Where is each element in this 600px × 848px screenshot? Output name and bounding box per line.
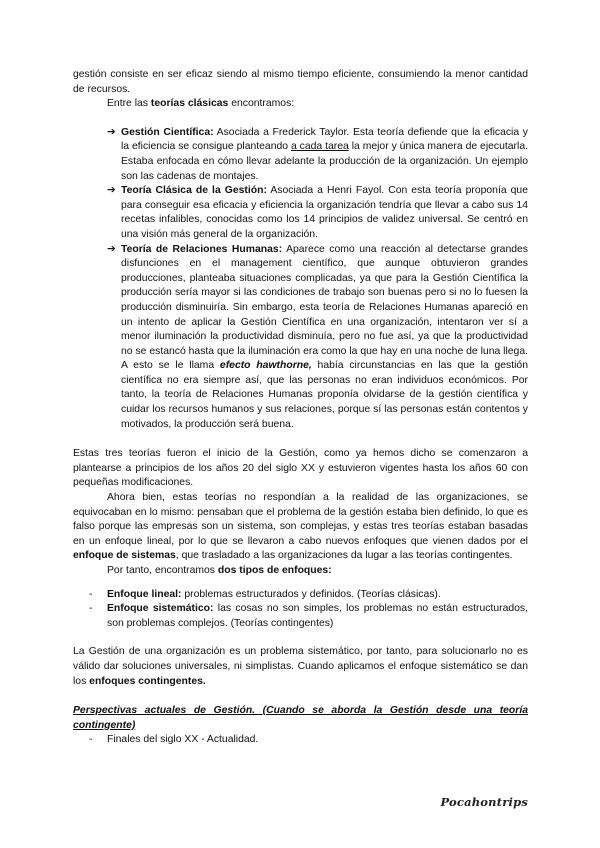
item-text-continued: la mejor y única manera de ejecutarla. Estaba enfocada en cómo llevar adelante la producción de la organización. Un ejemplo son las cadenas de montajes.: [121, 141, 528, 182]
author-signature: Pocahontrips: [440, 795, 528, 809]
systems-approach-term: enfoque de sistemas: [73, 550, 176, 562]
management-paragraph: [73, 645, 528, 689]
arrow-right-icon: ➔: [107, 126, 116, 138]
section-heading: Perspectivas actuales de Gestión. (Cuando se aborda la Gestión desde una teoría contingente): [73, 705, 528, 731]
dash-bullet: -: [89, 603, 93, 615]
item-text: problemas estructurados y definidos. (Teorías clásicas).: [181, 588, 441, 600]
list-item-human-relations: [107, 243, 528, 433]
section-list: [73, 733, 528, 748]
two-types-term: dos tipos de enfoques:: [217, 565, 332, 576]
item-text: Asociada a Henri Fayol. Con esta teoría proponía que para conseguir esa eficacia y eficiencia la organización tendría que llevar a cabo sus 14 recetas infalibles, conocidas como los 14 principios de validez universal. Se centró en una visión más general de la organización.: [121, 185, 528, 240]
list-item-scientific-management: [107, 126, 528, 184]
item-title: Teoría Clásica de la Gestión:: [121, 185, 267, 197]
three-theories-paragraph: Estas tres teorías fueron el inicio de la Gestión, como ya hemos dicho se comenzaron a plantearse a principios de los años 20 del siglo XX y estuvieron vigentes hasta los años 60 con pequeñas modificaciones.: [73, 448, 528, 489]
item-title: Enfoque sistemático:: [107, 603, 214, 615]
contingent-approaches-term: enfoques contingentes.: [89, 675, 206, 687]
item-title: Teoría de Relaciones Humanas:: [121, 243, 283, 255]
classic-intro-suffix: encontramos:: [228, 98, 295, 110]
dash-bullet: -: [89, 734, 93, 746]
however-text-continued: , que trasladado a las organizaciones da lugar a las teorías contingentes.: [175, 550, 513, 562]
hawthorne-effect-term: efecto hawthorne,: [219, 360, 312, 372]
list-item-classic-management: [107, 184, 528, 242]
item-text: Aparece como una reacción al detectarse grandes disfunciones en el management científico, que aunque obtuvieron grandes producciones, planteaba situaciones complicadas, ya que para la Gestión Científica la producción sería mayor si las condiciones de trabajo son buenas pero si no lo fuesen la producción disminuiría. Sin embargo, esta teoría de Relaciones Humanas apareció en un intento de aplicar la Gestión Científica en una organización, intentaron ver sí a menor iluminación la productividad disminuía, pero no fue así, ya que la productividad no se estancó hasta que la iluminación era como la que hay en una noche de luna llega. A esto se le llama: [121, 243, 528, 372]
arrow-right-icon: ➔: [107, 185, 116, 197]
classic-theories-list: [73, 126, 528, 432]
classic-theories-term: teorías clásicas: [150, 98, 229, 110]
dash-bullet: -: [89, 588, 93, 600]
document-page: [73, 68, 528, 748]
list-item-linear-approach: [89, 588, 528, 603]
classic-theories-intro: [73, 97, 528, 112]
approaches-list: [73, 588, 528, 632]
management-text: La Gestión de una organización es un problema sistemático, por tanto, para solucionarlo no es válido dar soluciones universales, ni simplistas. Cuando aplicamos el enfoque sistemático se dan los: [73, 646, 528, 687]
however-text: Ahora bien, estas teorías no respondían a la realidad de las organizaciones, se equivocaban en lo mismo: pensaban que el problema de la gestión estaba bien definido, lo que es falso porque las empresas son un sistema, son complejas, y estas tres teorías estaban basadas en un enfoque lineal, por lo que se llevaron a cabo nuevos enfoques que vienen dados por el: [73, 492, 528, 547]
list-item-systematic-approach: [89, 602, 528, 631]
item-text: Finales del siglo XX - Actualidad.: [107, 734, 259, 746]
item-text: las cosas no son simples, los problemas no están estructurados, son problemas complejos. (Teorías contingentes): [107, 603, 528, 629]
two-types-intro: [73, 564, 528, 579]
classic-intro-text: Entre las: [107, 98, 151, 110]
arrow-right-icon: ➔: [107, 243, 116, 255]
item-title: Gestión Científica:: [121, 126, 214, 138]
item-title: Enfoque lineal:: [107, 588, 182, 600]
however-paragraph: [73, 491, 528, 564]
intro-paragraph: gestión consiste en ser eficaz siendo al mismo tiempo eficiente, consumiendo la menor cantidad de recursos.: [73, 69, 528, 95]
item-text-continued: había circunstancias en las que la gestión científica no era siempre así, que las personas no eran individuos económicos. Por tanto, la teoría de Relaciones Humanas proponía olvidarse de la gestión científica y cuidar los recursos humanos y sus relaciones, porque sí las personas están contentos y motivados, la producción será buena.: [121, 360, 528, 430]
list-item-period: [89, 733, 528, 748]
two-types-text: Por tanto, encontramos: [107, 565, 218, 576]
underlined-phrase: a cada tarea: [290, 141, 349, 153]
item-text: Asociada a Frederick Taylor. Esta teoría defiende que la eficacia y la eficiencia se consigue planteando: [121, 126, 528, 153]
